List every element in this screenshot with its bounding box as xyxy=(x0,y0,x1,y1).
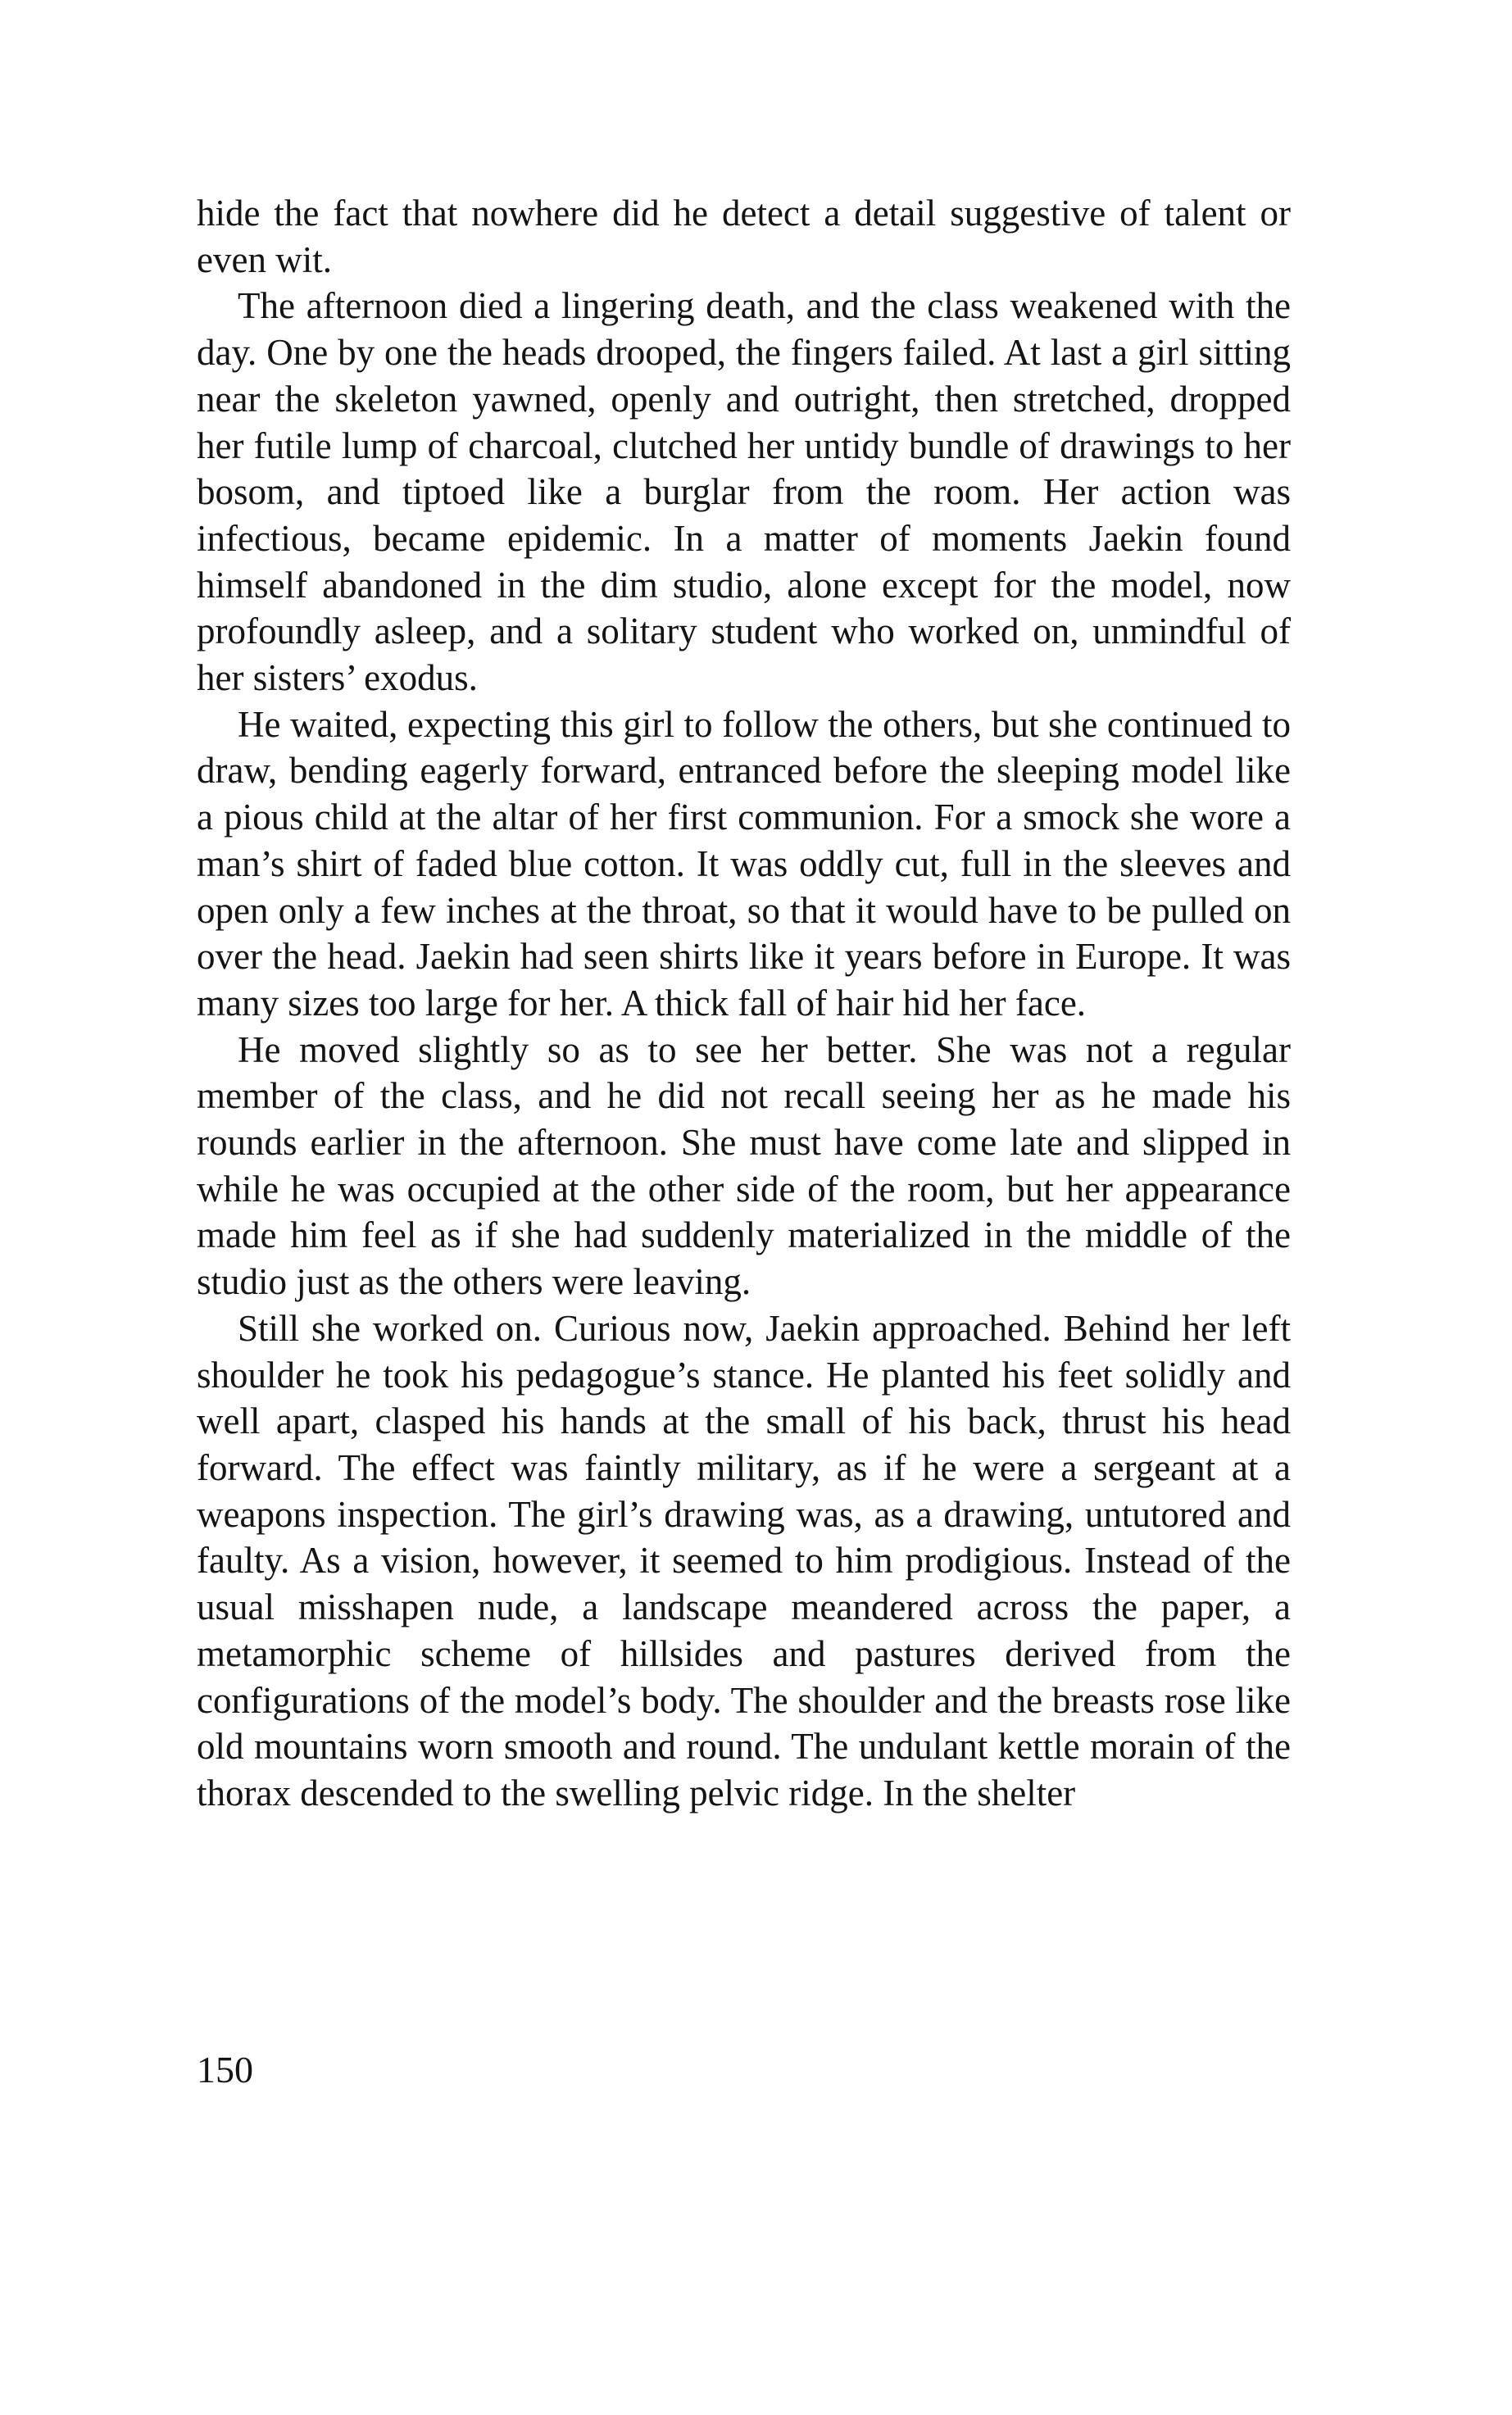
paragraph-waited: He waited, expecting this girl to follow the others, but she continued to draw, bending eagerly forward, entranced before the sleeping model like a pious child at the altar of her first communion. For a smock she wore a man’s shirt of faded blue cotton. It was oddly cut, full in the sleeves and open only a few inches at the throat, so that it would have to be pulled on over the head. Jaekin had seen shirts like it years before in Europe. It was many sizes too large for her. A thick fall of hair hid her face. xyxy=(197,703,1291,1024)
paragraph-moved: He moved slightly so as to see her better. She was not a regular member of the class, and he did not recall seeing her as he made his rounds earlier in the afternoon. She must have come late and slipped in while he was occupied at the other side of the room, but her appearance made him feel as if she had suddenly materialized in the middle of the studio just as the others were leaving. xyxy=(197,1028,1291,1303)
page-number: 150 xyxy=(197,2049,253,2090)
paragraph-continuation: hide the fact that nowhere did he detect a detail suggestive of talent or even wit. xyxy=(197,193,1291,280)
body-text xyxy=(197,190,1291,1817)
paragraph-still: Still she worked on. Curious now, Jaekin approached. Behind her left shoulder he took his pedagogue’s stance. He planted his feet solidly and well apart, clasped his hands at the small of his back, thrust his head forward. The effect was faintly military, as if he were a sergeant at a weapons inspection. The girl’s drawing was, as a drawing, untutored and faulty. As a vision, however, it seemed to him prodigious. Instead of the usual misshapen nude, a landscape meandered across the paper, a metamorphic scheme of hillsides and pastures derived from the configurations of the model’s body. The shoulder and the breasts rose like old mountains worn smooth and round. The undulant kettle morain of the thorax descended to the swelling pelvic ridge. In the shelter xyxy=(197,1307,1291,1814)
paragraph-afternoon: The afternoon died a lingering death, and the class weakened with the day. One by one the heads drooped, the fingers failed. At last a girl sitting near the skeleton yawned, openly and outright, then stretched, dropped her futile lump of charcoal, clutched her untidy bundle of drawings to her bosom, and tiptoed like a burglar from the room. Her action was infectious, became epidemic. In a matter of moments Jaekin found himself abandoned in the dim studio, alone except for the model, now profoundly asleep, and a solitary student who worked on, unmindful of her sisters’ exodus. xyxy=(197,285,1291,699)
